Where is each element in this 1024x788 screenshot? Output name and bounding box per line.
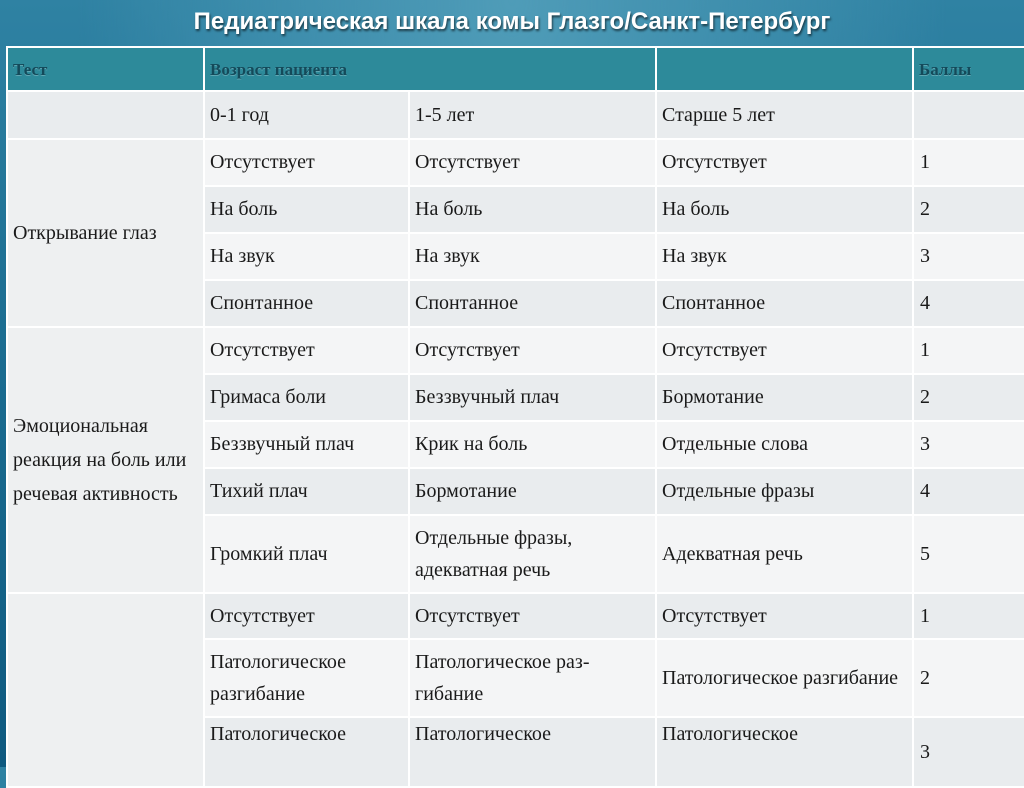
cell: На звук	[409, 233, 656, 280]
cell: Отсутствует	[656, 139, 913, 186]
cell: Патологическое	[409, 717, 656, 787]
cell: Бормотание	[656, 374, 913, 421]
score-cell: 1	[913, 139, 1024, 186]
header-row	[7, 47, 1024, 91]
cell: Отсутствует	[409, 139, 656, 186]
age-group-over-5: Старше 5 лет	[656, 91, 913, 139]
cell: На боль	[409, 186, 656, 233]
group-label-eye-opening: Открывание глаз	[7, 139, 204, 327]
score-cell: 1	[913, 593, 1024, 639]
score-cell: 4	[913, 280, 1024, 327]
header-age: Возраст пациента	[204, 47, 656, 91]
table-row	[7, 327, 1024, 374]
score-cell: 2	[913, 639, 1024, 717]
header-test: Тест	[7, 47, 204, 91]
score-cell: 3	[913, 233, 1024, 280]
cell: Бормотание	[409, 468, 656, 515]
cell: Отдельные слова	[656, 421, 913, 468]
cell: Отсутствует	[204, 139, 409, 186]
age-group-row	[7, 91, 1024, 139]
cell: Спонтанное	[204, 280, 409, 327]
age-group-empty	[7, 91, 204, 139]
cell: Отсутствует	[409, 593, 656, 639]
cell: Спонтанное	[409, 280, 656, 327]
age-group-0-1: 0-1 год	[204, 91, 409, 139]
header-empty	[656, 47, 913, 91]
cell: Отдельные фразы	[656, 468, 913, 515]
cell: Патологическое	[656, 717, 913, 787]
cell: На боль	[204, 186, 409, 233]
cell: Отсутствует	[204, 593, 409, 639]
group-label-motor	[7, 593, 204, 787]
slide-title: Педиатрическая шкала комы Глазго/Санкт-Петербург	[193, 8, 831, 35]
table-row	[7, 139, 1024, 186]
cell: Гримаса боли	[204, 374, 409, 421]
cell: Спонтанное	[656, 280, 913, 327]
cell: Отсутствует	[656, 593, 913, 639]
cell: Патологическое разгибание	[204, 639, 409, 717]
table-row	[7, 593, 1024, 639]
cell: Отсутствует	[656, 327, 913, 374]
cell: На звук	[656, 233, 913, 280]
cell: Отсутствует	[204, 327, 409, 374]
cell: Беззвучный плач	[409, 374, 656, 421]
cell: Беззвучный плач	[204, 421, 409, 468]
cell: Громкий плач	[204, 515, 409, 593]
group-label-verbal-response: Эмоциональная реакция на боль или речевая активность	[7, 327, 204, 593]
cell: На звук	[204, 233, 409, 280]
cell: Патологическое раз-гибание	[409, 639, 656, 717]
cell: Крик на боль	[409, 421, 656, 468]
cell: Отсутствует	[409, 327, 656, 374]
glasgow-scale-table	[6, 46, 1024, 788]
cell: Отдельные фразы, адекватная речь	[409, 515, 656, 593]
cell: На боль	[656, 186, 913, 233]
score-cell: 1	[913, 327, 1024, 374]
cell: Патологическое разгибание	[656, 639, 913, 717]
score-cell: 3	[913, 421, 1024, 468]
score-cell: 2	[913, 186, 1024, 233]
cell: Тихий плач	[204, 468, 409, 515]
score-cell: 3	[913, 717, 1024, 787]
cell: Адекватная речь	[656, 515, 913, 593]
cell: Патологическое	[204, 717, 409, 787]
score-cell: 2	[913, 374, 1024, 421]
header-score: Баллы	[913, 47, 1024, 91]
score-cell: 4	[913, 468, 1024, 515]
age-group-score-empty	[913, 91, 1024, 139]
age-group-1-5: 1-5 лет	[409, 91, 656, 139]
score-cell: 5	[913, 515, 1024, 593]
